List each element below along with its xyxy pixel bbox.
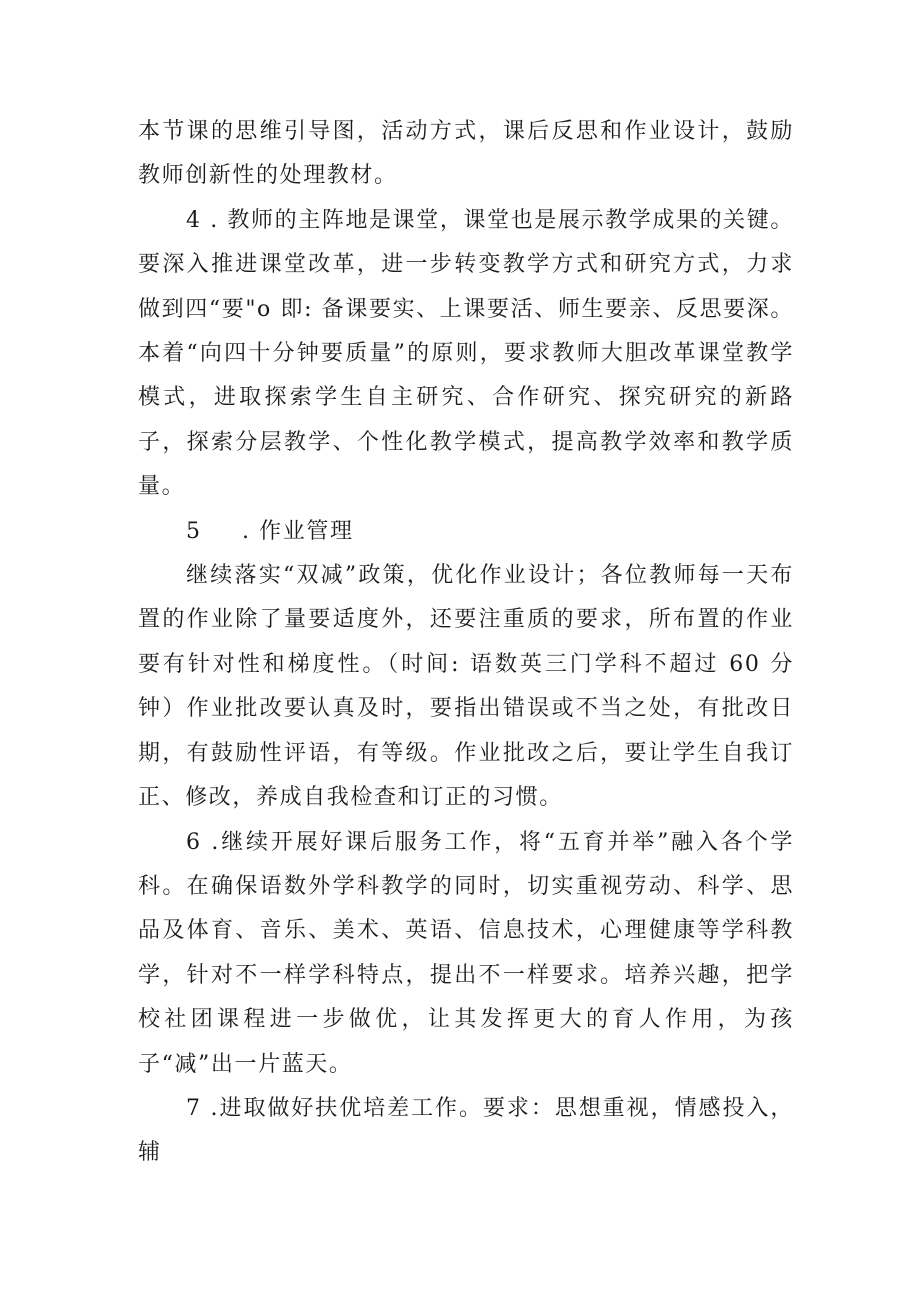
paragraph-item-4: 4 . 教师的主阵地是课堂，课堂也是展示教学成果的关键。要深入推进课堂改革，进一步转变教学方式和研究方式，力求做到四“要"o 即: 备课要实、上课要活、师生要亲、反思要深。本着“向四十分钟要质量”的原则，要求教师大胆改革课堂教学模式，进取探索学生自主研究、合作研究、探究研究的新路子，探索分层教学、个性化教学模式，提高教学效率和教学质量。 (138, 207, 794, 500)
document-body (138, 110, 794, 1176)
section-title: . 作业管理 (242, 518, 354, 544)
paragraph-homework: 继续落实“双减”政策，优化作业设计；各位教师每一天布置的作业除了量要适度外，还要注重质的要求，所布置的作业要有针对性和梯度性。（时间: 语数英三门学科不超过 60 分钟）作业批改要认真及时，要指出错误或不当之处，有批改日期，有鼓励性评语，有等级。作业批改之后，要让学生自我订正、修改，养成自我检查和订正的习惯。 (138, 563, 794, 811)
paragraph-intro-continuation: 本节课的思维引导图，活动方式，课后反思和作业设计，鼓励教师创新性的处理教材。 (138, 119, 794, 189)
paragraph-item-7: 7 .进取做好扶优培差工作。要求：思想重视，情感投入，辅 (138, 1095, 794, 1166)
section-number: 5 (186, 518, 202, 544)
section-heading-5 (138, 510, 794, 554)
paragraph-item-6: 6 .继续开展好课后服务工作，将“五育并举”融入各个学科。在确保语数外学科教学的同时，切实重视劳动、科学、思品及体育、音乐、美术、英语、信息技术，心理健康等学科教学，针对不一样学科特点，提出不一样要求。培养兴趣，把学校社团课程进一步做优，让其发挥更大的育人作用，为孩子“减”出一片蓝天。 (138, 829, 794, 1077)
